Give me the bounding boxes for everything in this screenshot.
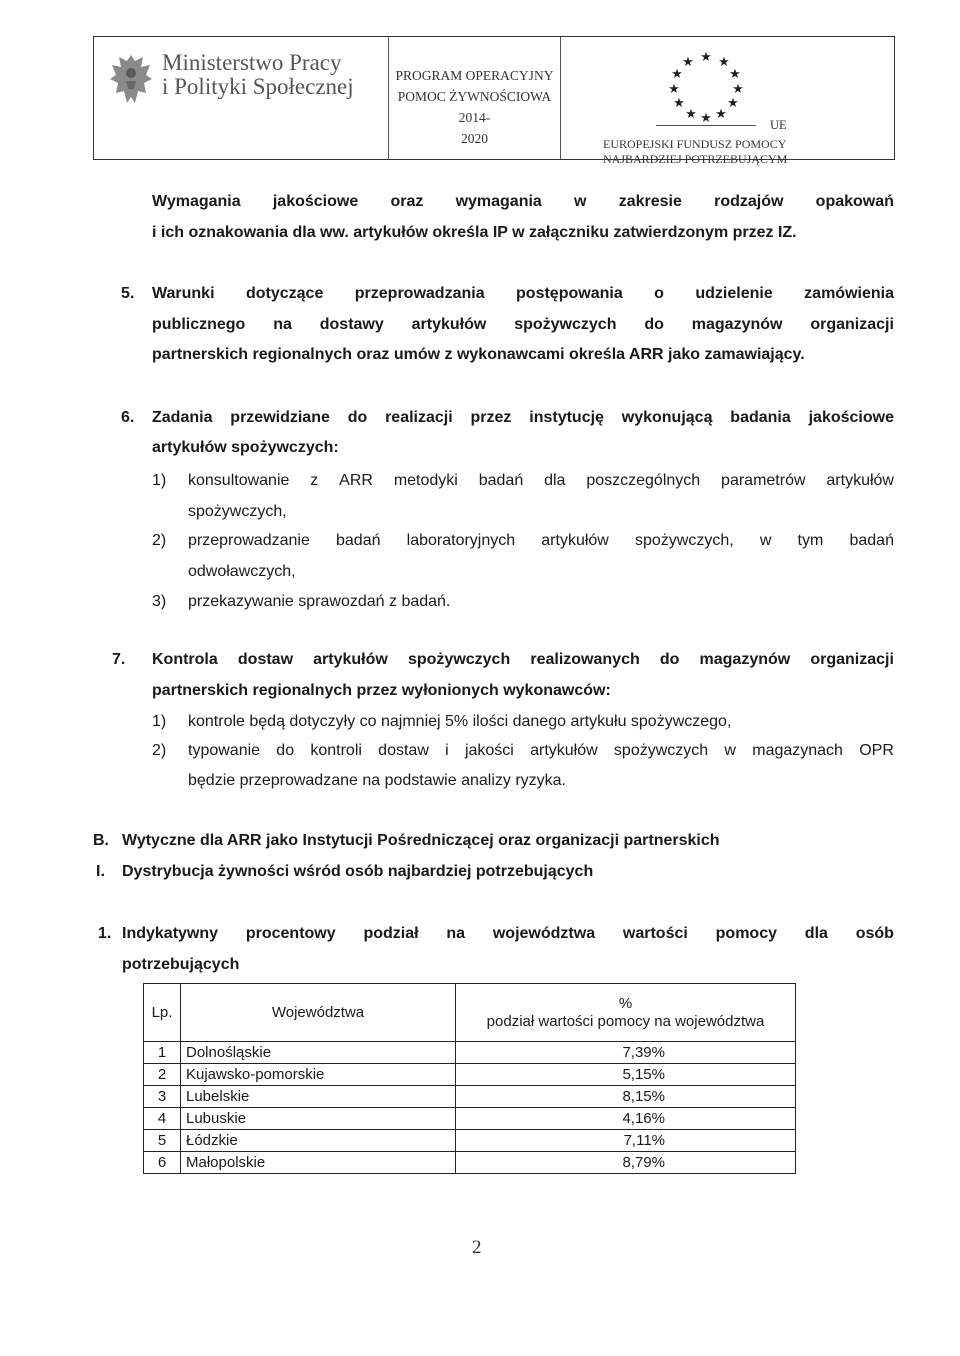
header-percent-symbol: % (618, 994, 633, 1012)
page-number: 2 (472, 1237, 482, 1258)
word: o (654, 285, 664, 302)
word: do (347, 409, 368, 426)
word: metodyki (393, 472, 458, 489)
section-i-title: Dystrybucja żywności wśród osób najbardziej potrzebujących (122, 863, 594, 880)
program-line1: PROGRAM OPERACYJNY (395, 68, 554, 83)
word: dostaw (237, 651, 294, 668)
word: dostaw (378, 742, 429, 759)
word: pomocy (715, 925, 777, 942)
row-voivodeship: Lubelskie (181, 1086, 456, 1108)
row-lp: 1 (144, 1042, 181, 1064)
word: artykułów (826, 472, 894, 489)
word: spożywczych, (635, 532, 734, 549)
eu-stars-icon (661, 47, 751, 127)
item6-line1 (152, 408, 894, 428)
word: spożywczych (613, 742, 709, 759)
svg-text:★: ★ (727, 96, 739, 111)
word: podział (363, 925, 419, 942)
row-percent: 8,79% (456, 1152, 796, 1174)
row-percent: 5,15% (456, 1064, 796, 1086)
program-line2: POMOC ŻYWNOŚCIOWA 2014- (397, 89, 552, 125)
word: artykułów (411, 316, 487, 333)
word: rodzajów (714, 193, 784, 210)
program-name-block (389, 37, 561, 159)
svg-text:★: ★ (685, 107, 697, 122)
item7-sub1-number: 1) (152, 713, 167, 730)
word: przeprowadzania (354, 285, 485, 302)
item6-sub2-number: 2) (152, 532, 167, 549)
section-b-number: B. (93, 832, 109, 849)
svg-text:★: ★ (729, 67, 741, 82)
word: do (644, 316, 664, 333)
row-voivodeship: Lubuskie (181, 1108, 456, 1130)
eu-fund-name (603, 137, 787, 167)
item7-sub2-line1 (188, 741, 894, 761)
intro-line2: i ich oznakowania dla ww. artykułów określa IP w załączniku zatwierdzonym przez IZ. (152, 224, 797, 241)
eu-divider (656, 125, 756, 126)
word: procentowy (245, 925, 336, 942)
ue-label: UE (770, 118, 787, 132)
table-row (144, 1042, 796, 1064)
sub1-number: 1. (98, 925, 112, 942)
word: z (310, 472, 319, 489)
word: dostawy (319, 316, 384, 333)
word: w (574, 193, 587, 210)
row-percent: 7,11% (456, 1130, 796, 1152)
header-voivodeship: Województwa (181, 984, 456, 1042)
header-percent (456, 984, 796, 1042)
word: magazynach (752, 742, 843, 759)
table-row (144, 1108, 796, 1130)
word: zakresie (618, 193, 682, 210)
word: kontroli (310, 742, 362, 759)
item5-line3: partnerskich regionalnych oraz umów z wykonawcami określa ARR jako zamawiający. (152, 346, 805, 363)
word: oraz (390, 193, 424, 210)
item7-sub2-line2: będzie przeprowadzane na podstawie analizy ryzyka. (188, 772, 566, 789)
word: dotyczące (245, 285, 324, 302)
word: OPR (859, 742, 894, 759)
svg-text:★: ★ (668, 82, 680, 97)
voivodeship-allocation-table (143, 983, 796, 1174)
document-header (93, 36, 895, 166)
row-voivodeship: Kujawsko-pomorskie (181, 1064, 456, 1086)
word: ARR (339, 472, 373, 489)
word: jakościowe (272, 193, 359, 210)
svg-text:★: ★ (715, 107, 727, 122)
word: badań (849, 532, 894, 549)
item7-line1 (152, 650, 894, 670)
polish-eagle-emblem-icon (108, 51, 154, 107)
ministry-name (162, 51, 354, 99)
word: magazynów (691, 316, 783, 333)
word: w (759, 532, 772, 549)
intro-line1 (152, 192, 894, 212)
row-lp: 6 (144, 1152, 181, 1174)
ministry-name-line2: i Polityki Społecznej (162, 74, 354, 99)
item6-sub1-line1 (188, 471, 894, 491)
table-row (144, 1086, 796, 1108)
table-row (144, 1130, 796, 1152)
table-header-row (144, 984, 796, 1042)
header-percent-label: podział wartości pomocy na województwa (486, 1012, 765, 1030)
row-lp: 4 (144, 1108, 181, 1130)
svg-text:★: ★ (673, 96, 685, 111)
row-lp: 2 (144, 1064, 181, 1086)
row-lp: 3 (144, 1086, 181, 1108)
word: Warunki (152, 285, 215, 302)
table-row (144, 1152, 796, 1174)
word: przeprowadzanie (188, 532, 310, 549)
sub1-line1 (122, 924, 894, 944)
svg-text:★: ★ (700, 50, 712, 65)
row-percent: 8,15% (456, 1086, 796, 1108)
word: jakości (464, 742, 514, 759)
word: postępowania (516, 285, 623, 302)
item6-sub3-line1: przekazywanie sprawozdań z badań. (188, 593, 451, 610)
word: Kontrola (152, 651, 218, 668)
svg-text:★: ★ (732, 82, 744, 97)
word: do (659, 651, 680, 668)
word: na (273, 316, 292, 333)
section-b-title: Wytyczne dla ARR jako Instytucji Pośredniczącej oraz organizacji partnerskich (122, 832, 720, 849)
word: Zadania (152, 409, 213, 426)
word: instytucję (529, 409, 604, 426)
row-voivodeship: Dolnośląskie (181, 1042, 456, 1064)
word: jakościowe (808, 409, 894, 426)
word: organizacji (810, 316, 894, 333)
word: artykułów (541, 532, 609, 549)
item6-sub2-line1 (188, 531, 894, 551)
svg-text:★: ★ (700, 111, 712, 126)
item7-sub2-number: 2) (152, 742, 167, 759)
word: tym (797, 532, 824, 549)
word: artykułów (313, 651, 388, 668)
header-lp: Lp. (144, 984, 181, 1042)
word: artykułów (530, 742, 598, 759)
eu-fund-line2: NAJBARDZIEJ POTRZEBUJĄCYM (603, 152, 788, 166)
word: do (276, 742, 295, 759)
word: na (446, 925, 466, 942)
row-voivodeship: Małopolskie (181, 1152, 456, 1174)
program-line3: 2020 (461, 131, 488, 146)
row-percent: 4,16% (456, 1108, 796, 1130)
word: realizowanych (530, 651, 640, 668)
ministry-name-line1: Ministerstwo Pracy (162, 50, 342, 75)
word: wykonującą (621, 409, 713, 426)
item6-sub1-line2: spożywczych, (188, 503, 287, 520)
table-body (144, 1042, 796, 1174)
word: badań (478, 472, 524, 489)
word: opakowań (815, 193, 894, 210)
word: spożywczych (407, 651, 511, 668)
word: dla (804, 925, 828, 942)
word: magazynów (699, 651, 791, 668)
word: województwa (492, 925, 596, 942)
item5-line1 (152, 284, 894, 304)
word: parametrów (721, 472, 806, 489)
item6-sub3-number: 3) (152, 593, 167, 610)
word: w (724, 742, 736, 759)
word: konsultowanie (188, 472, 290, 489)
row-voivodeship: Łódzkie (181, 1130, 456, 1152)
eu-logo-block (561, 37, 894, 166)
word: wymagania (455, 193, 542, 210)
svg-text:★: ★ (671, 67, 683, 82)
svg-text:★: ★ (718, 55, 730, 70)
word: przez (470, 409, 512, 426)
word: zamówienia (804, 285, 894, 302)
word: badania (730, 409, 791, 426)
word: dla (544, 472, 566, 489)
word: organizacji (810, 651, 894, 668)
sub1-line2: potrzebujących (122, 956, 240, 973)
item7-sub1-line1: kontrole będą dotyczyły co najmniej 5% ilości danego artykułu spożywczego, (188, 713, 732, 730)
word: publicznego (152, 316, 246, 333)
word: typowanie (188, 742, 261, 759)
table-row (144, 1064, 796, 1086)
word: przewidziane (230, 409, 330, 426)
word: realizacji (385, 409, 453, 426)
item5-line2 (152, 315, 894, 335)
word: i (445, 742, 449, 759)
row-percent: 7,39% (456, 1042, 796, 1064)
item5-number: 5. (121, 285, 135, 302)
item7-line2: partnerskich regionalnych przez wyłonionych wykonawców: (152, 682, 611, 699)
word: laboratoryjnych (406, 532, 516, 549)
word: Wymagania (152, 193, 241, 210)
word: udzielenie (695, 285, 773, 302)
ministry-logo-block (94, 37, 389, 159)
item7-number: 7. (112, 651, 126, 668)
row-lp: 5 (144, 1130, 181, 1152)
section-i-number: I. (96, 863, 105, 880)
word: osób (855, 925, 894, 942)
item6-line2: artykułów spożywczych: (152, 439, 339, 456)
item6-sub2-line2: odwoławczych, (188, 563, 296, 580)
svg-text:★: ★ (682, 55, 694, 70)
item6-sub1-number: 1) (152, 472, 167, 489)
word: wartości (622, 925, 688, 942)
item6-number: 6. (121, 409, 135, 426)
eu-fund-line1: EUROPEJSKI FUNDUSZ POMOCY (603, 137, 787, 151)
word: Indykatywny (122, 925, 219, 942)
word: poszczególnych (586, 472, 701, 489)
word: spożywczych (514, 316, 617, 333)
word: badań (336, 532, 381, 549)
